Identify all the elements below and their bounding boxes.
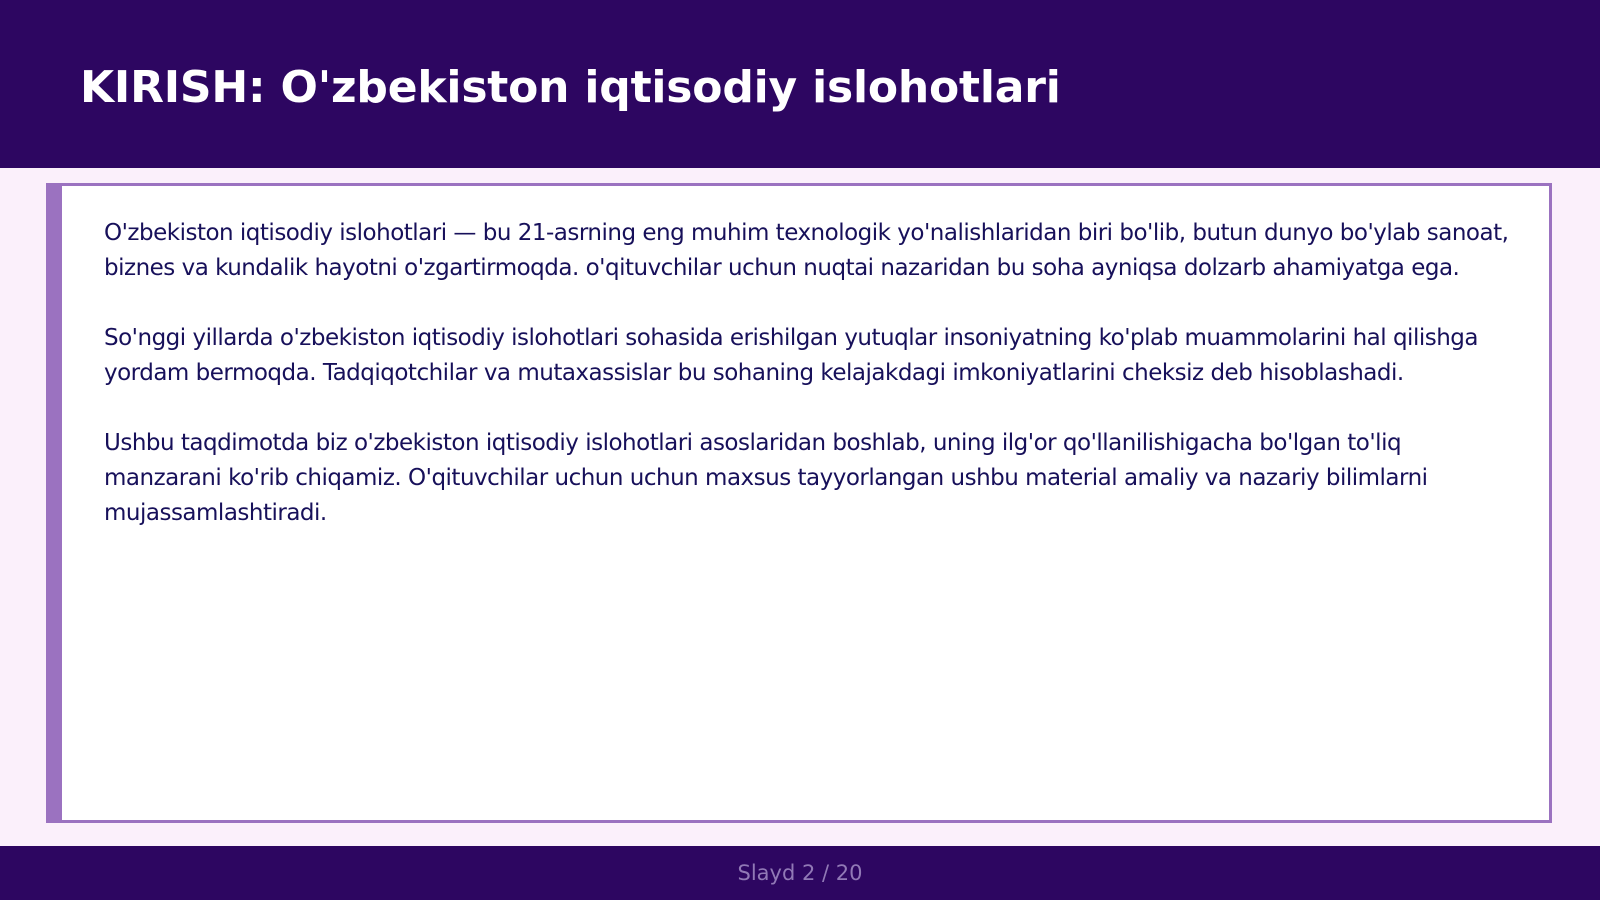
slide-footer — [0, 846, 1600, 900]
paragraph-1: O'zbekiston iqtisodiy islohotlari — bu 21-asrning eng muhim texnologik yo'nalishlaridan biri bo'lib, butun dunyo bo'ylab sanoat, biznes va kundalik hayotni o'zgartirmoqda. o'qituvchilar uchun nuqtai nazaridan bu soha ayniqsa dolzarb ahamiyatga ega. — [104, 220, 1509, 281]
paragraph-3: Ushbu taqdimotda biz o'zbekiston iqtisodiy islohotlari asoslaridan boshlab, uning ilg'or qo'llanilishigacha bo'lgan to'liq manzarani ko'rib chiqamiz. O'qituvchilar uchun uchun maxsus tayyorlangan ushbu material amaliy va nazariy bilimlarni mujassamlashtiradi. — [104, 430, 1428, 526]
slide-header — [0, 0, 1600, 168]
slide-number: Slayd 2 / 20 — [737, 861, 863, 885]
content-card — [46, 183, 1552, 823]
paragraph-2: So'nggi yillarda o'zbekiston iqtisodiy islohotlari sohasida erishilgan yutuqlar insoniyatning ko'plab muammolarini hal qilishga yordam bermoqda. Tadqiqotchilar va mutaxassislar bu sohaning kelajakdagi imkoniyatlarini cheksiz deb hisoblashadi. — [104, 325, 1478, 386]
content-text — [104, 216, 1509, 566]
slide-title: KIRISH: O'zbekiston iqtisodiy islohotlari — [80, 62, 1061, 113]
